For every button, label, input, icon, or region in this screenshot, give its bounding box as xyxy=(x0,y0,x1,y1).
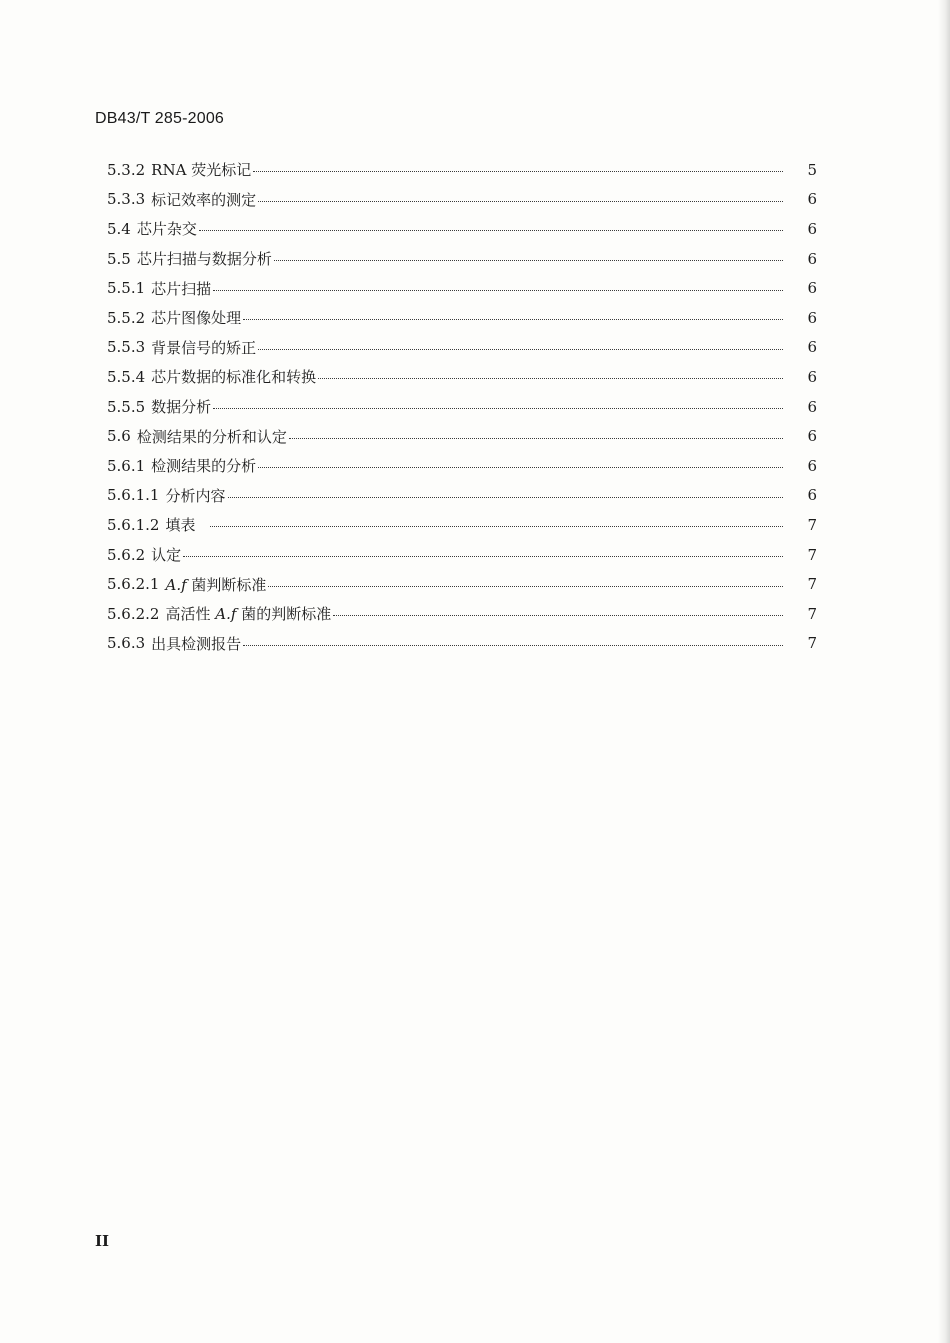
toc-entry-title: 背景信号的矫正 xyxy=(151,338,257,357)
toc-entry-5-6[interactable] xyxy=(107,421,817,451)
toc-entry-5-6-3[interactable] xyxy=(107,629,817,659)
toc-entry-title: 检测结果的分析 xyxy=(151,457,257,476)
toc-entry-number: 5.6.2 xyxy=(107,545,146,564)
toc-entry-page: 7 xyxy=(807,634,817,653)
table-of-contents xyxy=(107,155,817,658)
toc-leader-dots xyxy=(268,586,783,587)
toc-entry-5-4[interactable] xyxy=(107,214,817,244)
toc-leader-dots xyxy=(258,201,783,202)
toc-entry-number: 5.6.1 xyxy=(107,456,146,475)
toc-entry-page: 6 xyxy=(807,367,817,386)
toc-entry-number: 5.6.2.2 xyxy=(107,604,160,623)
toc-entry-page: 6 xyxy=(807,397,817,416)
toc-leader-dots xyxy=(228,497,784,498)
page-edge-shadow xyxy=(938,0,950,1343)
toc-entry-5-5-4[interactable] xyxy=(107,362,817,392)
toc-entry-page: 6 xyxy=(807,279,817,298)
toc-entry-5-5-1[interactable] xyxy=(107,273,817,303)
toc-entry-title xyxy=(165,574,266,595)
toc-entry-title: 分析内容 xyxy=(165,486,226,505)
toc-entry-number: 5.6 xyxy=(107,427,131,446)
toc-entry-number: 5.5.2 xyxy=(107,308,146,327)
toc-leader-dots xyxy=(199,230,783,231)
toc-entry-title: 芯片图像处理 xyxy=(151,309,242,328)
toc-entry-page: 6 xyxy=(807,427,817,446)
toc-entry-page: 6 xyxy=(807,219,817,238)
toc-leader-dots xyxy=(210,526,784,527)
toc-entry-title: 认定 xyxy=(151,546,182,565)
toc-entry-5-3-2[interactable] xyxy=(107,155,817,185)
toc-leader-dots xyxy=(213,408,783,409)
document-code-header: DB43/T 285-2006 xyxy=(95,110,225,127)
toc-leader-dots xyxy=(243,645,783,646)
page-number-footer: II xyxy=(95,1232,110,1250)
toc-entry-5-6-2[interactable] xyxy=(107,540,817,570)
toc-entry-title: 检测结果的分析和认定 xyxy=(136,427,287,446)
toc-entry-page: 7 xyxy=(807,575,817,594)
toc-leader-dots xyxy=(253,171,783,172)
toc-entry-5-6-2-1[interactable] xyxy=(107,569,817,599)
toc-entry-title: RNA 荧光标记 xyxy=(151,161,252,180)
toc-entry-page: 6 xyxy=(807,249,817,268)
toc-leader-dots xyxy=(289,438,783,439)
toc-entry-5-5-5[interactable] xyxy=(107,392,817,422)
toc-entry-title: 数据分析 xyxy=(151,398,212,417)
toc-entry-number: 5.6.2.1 xyxy=(107,575,160,594)
toc-entry-number: 5.5.1 xyxy=(107,279,146,298)
toc-entry-number: 5.3.3 xyxy=(107,190,146,209)
toc-entry-5-6-1-2[interactable] xyxy=(107,510,817,540)
toc-entry-number: 5.5.3 xyxy=(107,338,146,357)
toc-entry-number: 5.4 xyxy=(107,219,131,238)
toc-leader-dots xyxy=(318,378,783,379)
toc-entry-5-5[interactable] xyxy=(107,244,817,274)
toc-entry-5-3-3[interactable] xyxy=(107,185,817,215)
toc-entry-5-5-3[interactable] xyxy=(107,333,817,363)
toc-entry-number: 5.5.4 xyxy=(107,367,146,386)
toc-entry-number: 5.6.1.1 xyxy=(107,486,160,505)
toc-leader-dots xyxy=(274,260,783,261)
toc-entry-page: 7 xyxy=(807,515,817,534)
toc-entry-number: 5.6.3 xyxy=(107,634,146,653)
organism-abbrev: A.f xyxy=(215,605,237,624)
toc-leader-dots xyxy=(258,349,783,350)
toc-entry-title: 芯片数据的标准化和转换 xyxy=(151,368,317,387)
toc-entry-page: 6 xyxy=(807,338,817,357)
organism-abbrev: A.f xyxy=(165,575,187,594)
toc-leader-dots xyxy=(258,467,783,468)
toc-entry-title: 芯片杂交 xyxy=(136,220,197,239)
toc-entry-page: 6 xyxy=(807,456,817,475)
toc-entry-5-5-2[interactable] xyxy=(107,303,817,333)
toc-entry-title-text: 菌判断标准 xyxy=(186,575,267,594)
toc-entry-title: 标记效率的测定 xyxy=(151,190,257,209)
toc-entry-title-text: 菌的判断标准 xyxy=(236,605,332,624)
toc-leader-dots xyxy=(243,319,783,320)
toc-entry-page: 6 xyxy=(807,190,817,209)
toc-entry-page: 6 xyxy=(807,308,817,327)
toc-entry-title xyxy=(165,603,331,624)
toc-entry-title: 芯片扫描 xyxy=(151,279,212,298)
toc-entry-title: 出具检测报告 xyxy=(151,634,242,653)
toc-entry-number: 5.3.2 xyxy=(107,160,146,179)
toc-entry-page: 7 xyxy=(807,604,817,623)
toc-entry-title: 填表 xyxy=(165,516,196,535)
toc-entry-number: 5.5 xyxy=(107,249,131,268)
toc-entry-page: 5 xyxy=(807,160,817,179)
toc-entry-5-6-1-1[interactable] xyxy=(107,481,817,511)
toc-leader-dots xyxy=(183,556,783,557)
toc-leader-dots xyxy=(213,290,783,291)
toc-entry-number: 5.6.1.2 xyxy=(107,515,160,534)
toc-entry-page: 6 xyxy=(807,486,817,505)
toc-entry-5-6-2-2[interactable] xyxy=(107,599,817,629)
toc-leader-dots xyxy=(333,615,783,616)
toc-entry-title-prefix: 高活性 xyxy=(165,605,216,624)
toc-entry-5-6-1[interactable] xyxy=(107,451,817,481)
toc-entry-title: 芯片扫描与数据分析 xyxy=(136,250,272,269)
toc-entry-page: 7 xyxy=(807,545,817,564)
toc-entry-number: 5.5.5 xyxy=(107,397,146,416)
